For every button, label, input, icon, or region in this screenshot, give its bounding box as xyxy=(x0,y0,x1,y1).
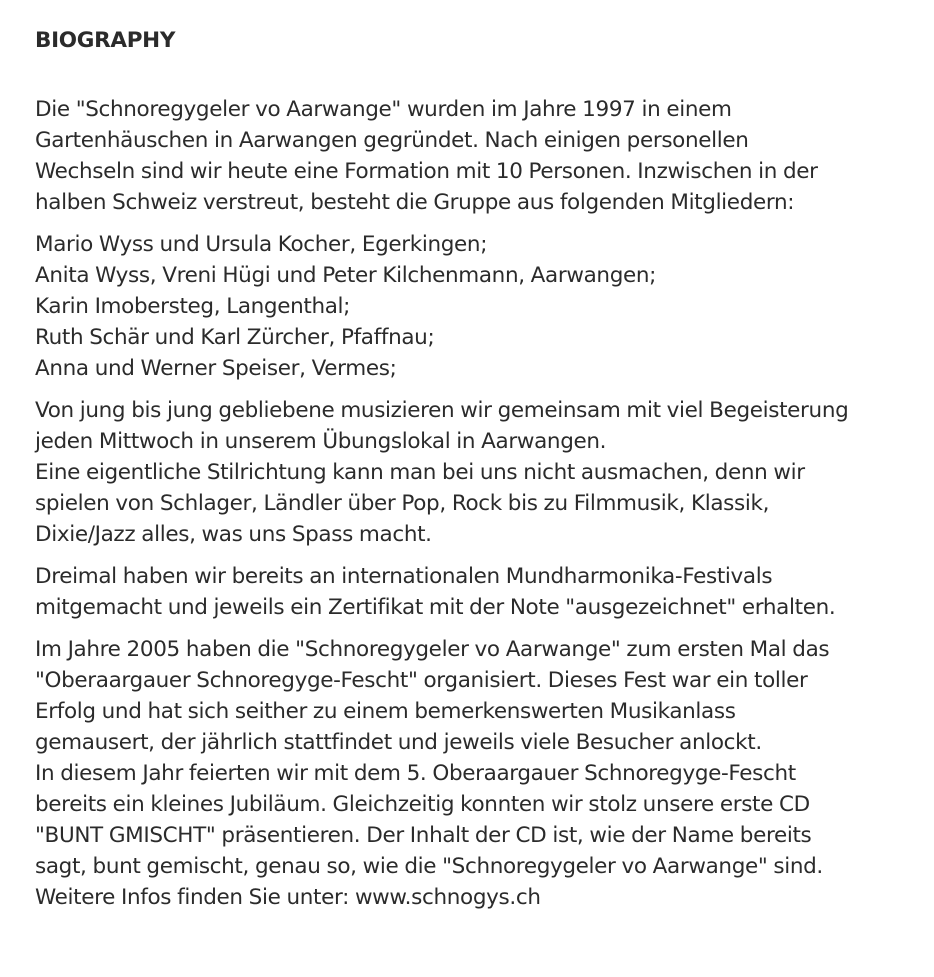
member-line: Anita Wyss, Vreni Hügi und Peter Kilchenmann, Aarwangen; xyxy=(35,263,657,288)
text-line: Erfolg und hat sich seither zu einem bemerkenswerten Musikanlass xyxy=(35,699,736,724)
text-line: "BUNT GMISCHT" präsentieren. Der Inhalt der CD ist, wie der Name bereits xyxy=(35,823,812,848)
paragraph-music-style xyxy=(35,395,915,550)
text-line: gemausert, der jährlich stattfindet und jeweils viele Besucher anlockt. xyxy=(35,730,762,755)
paragraph-fescht xyxy=(35,634,915,913)
text-line: Wechseln sind wir heute eine Formation mit 10 Personen. Inzwischen in der xyxy=(35,159,818,184)
text-line: halben Schweiz verstreut, besteht die Gruppe aus folgenden Mitgliedern: xyxy=(35,190,795,215)
text-line: jeden Mittwoch in unserem Übungslokal in Aarwangen. xyxy=(35,429,607,454)
text-line: Die "Schnoregygeler vo Aarwange" wurden im Jahre 1997 in einem xyxy=(35,97,732,122)
biography-section xyxy=(35,26,915,913)
paragraph-festivals xyxy=(35,561,915,623)
text-line: Im Jahre 2005 haben die "Schnoregygeler vo Aarwange" zum ersten Mal das xyxy=(35,637,830,662)
text-line: Von jung bis jung gebliebene musizieren wir gemeinsam mit viel Begeisterung xyxy=(35,398,849,423)
text-line: In diesem Jahr feierten wir mit dem 5. Oberaargauer Schnoregyge-Fescht xyxy=(35,761,796,786)
paragraph-founding xyxy=(35,94,915,218)
text-line: Eine eigentliche Stilrichtung kann man bei uns nicht ausmachen, denn wir xyxy=(35,460,805,485)
text-line: Gartenhäuschen in Aarwangen gegründet. Nach einigen personellen xyxy=(35,128,749,153)
member-line: Mario Wyss und Ursula Kocher, Egerkingen; xyxy=(35,232,488,257)
member-line: Ruth Schär und Karl Zürcher, Pfaffnau; xyxy=(35,325,435,350)
text-line: bereits ein kleines Jubiläum. Gleichzeitig konnten wir stolz unsere erste CD xyxy=(35,792,810,817)
member-line: Karin Imobersteg, Langenthal; xyxy=(35,294,351,319)
text-line: mitgemacht und jeweils ein Zertifikat mit der Note "ausgezeichnet" erhalten. xyxy=(35,595,836,620)
text-line: sagt, bunt gemischt, genau so, wie die "Schnoregygeler vo Aarwange" sind. xyxy=(35,854,823,879)
member-line: Anna und Werner Speiser, Vermes; xyxy=(35,356,397,381)
text-line: spielen von Schlager, Ländler über Pop, Rock bis zu Filmmusik, Klassik, xyxy=(35,491,770,516)
text-line: "Oberaargauer Schnoregyge-Fescht" organisiert. Dieses Fest war ein toller xyxy=(35,668,808,693)
website-line: Weitere Infos finden Sie unter: www.schnogys.ch xyxy=(35,885,541,910)
paragraph-members xyxy=(35,229,915,384)
text-line: Dreimal haben wir bereits an internationalen Mundharmonika-Festivals xyxy=(35,564,773,589)
text-line: Dixie/Jazz alles, was uns Spass macht. xyxy=(35,522,432,547)
biography-heading: BIOGRAPHY xyxy=(35,28,176,53)
